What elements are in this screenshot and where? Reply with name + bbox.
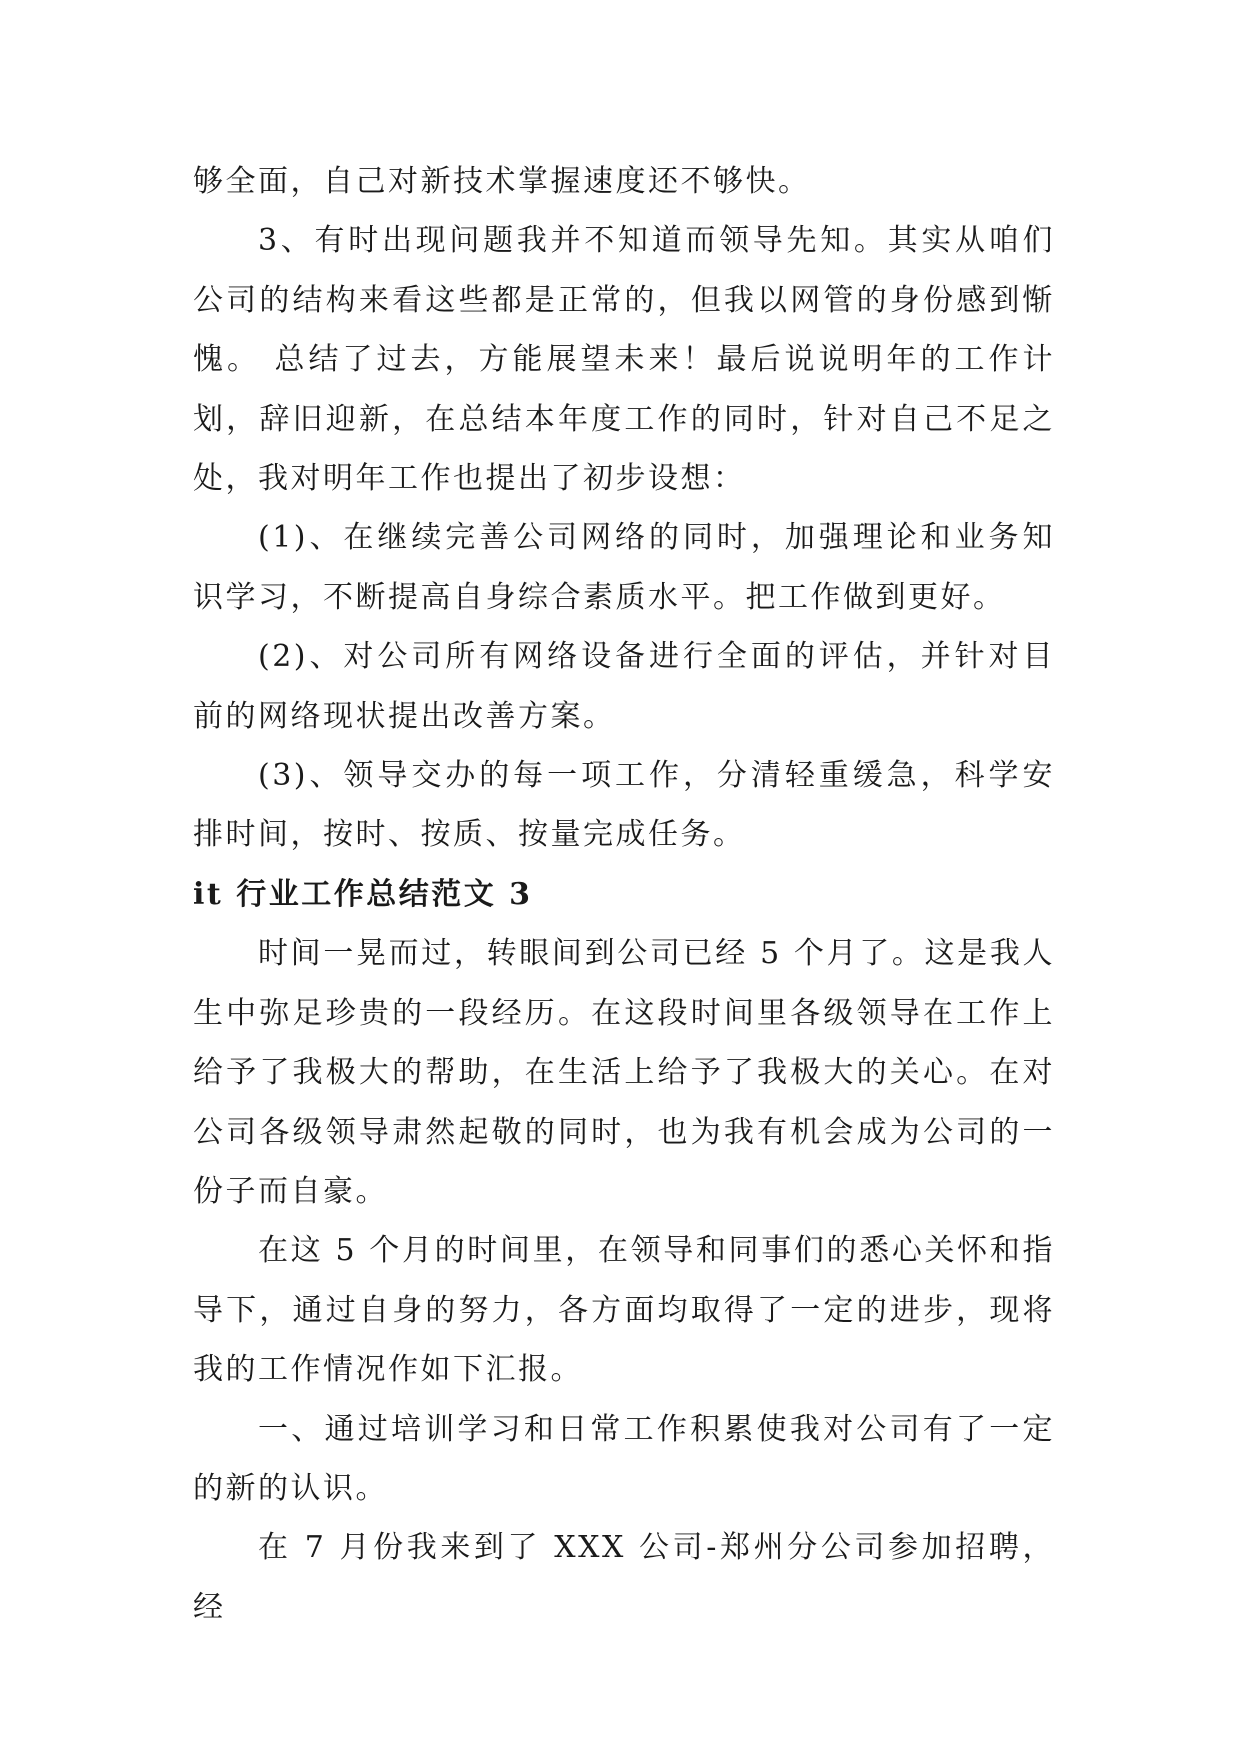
paragraph-summary: 在这 5 个月的时间里，在领导和同事们的悉心关怀和指导下，通过自身的努力，各方面均取得了一定的进步，现将我的工作情况作如下汇报。 — [193, 1233, 1055, 1388]
section-heading: it 行业工作总结范文 3 — [193, 876, 533, 912]
paragraph-plan-3: (3)、领导交办的每一项工作，分清轻重缓急，科学安排时间，按时、按质、按量完成任务。 — [193, 758, 1055, 853]
paragraph-continuation: 够全面，自己对新技术掌握速度还不够快。 — [193, 164, 811, 199]
paragraph-plan-1: (1)、在继续完善公司网络的同时，加强理论和业务知识学习，不断提高自身综合素质水平。把工作做到更好。 — [193, 520, 1055, 615]
paragraph-point-1: 一、通过培训学习和日常工作积累使我对公司有了一定的新的认识。 — [193, 1411, 1055, 1506]
document-body — [193, 152, 1055, 1637]
paragraph-plan-2: (2)、对公司所有网络设备进行全面的评估，并针对目前的网络现状提出改善方案。 — [193, 639, 1055, 734]
paragraph-item-3: 3、有时出现问题我并不知道而领导先知。其实从咱们公司的结构来看这些都是正常的，但我以网管的身份感到惭愧。 总结了过去，方能展望未来！最后说说明年的工作计划，辞旧迎新，在总结本年度工作的同时，针对自己不足之处，我对明年工作也提出了初步设想： — [193, 223, 1055, 497]
paragraph-recruitment: 在 7 月份我来到了 XXX 公司-郑州分公司参加招聘，经 — [193, 1530, 1055, 1625]
paragraph-intro: 时间一晃而过，转眼间到公司已经 5 个月了。这是我人生中弥足珍贵的一段经历。在这段时间里各级领导在工作上给予了我极大的帮助，在生活上给予了我极大的关心。在对公司各级领导肃然起敬的同时，也为我有机会成为公司的一份子而自豪。 — [193, 936, 1055, 1209]
